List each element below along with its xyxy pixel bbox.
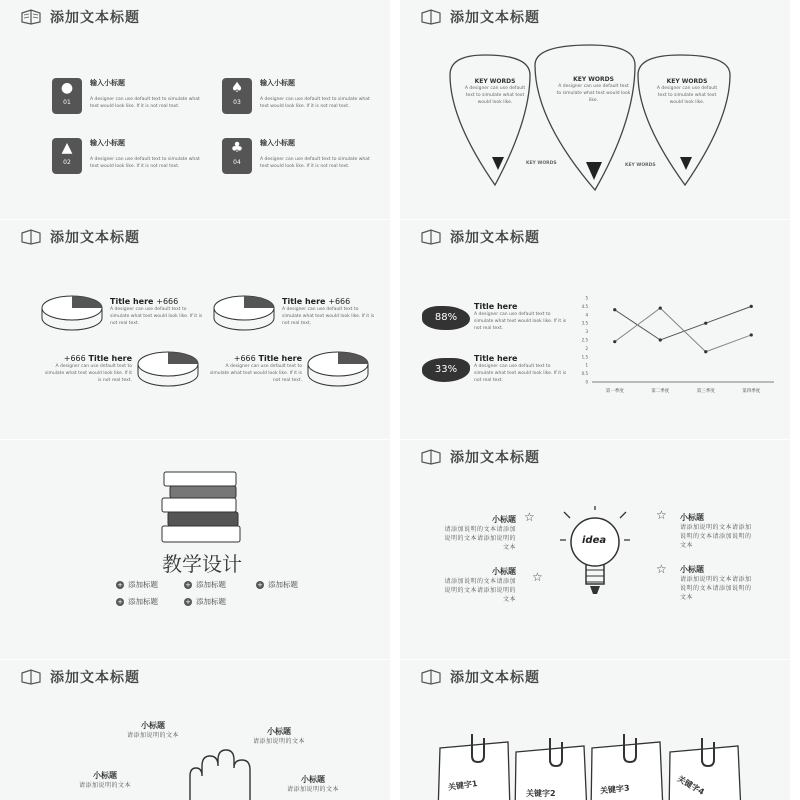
star-icon: ☆ — [532, 570, 543, 584]
bulb-label: idea — [582, 535, 607, 546]
hand-item: 小标题 请添加说明的文本 — [126, 721, 179, 739]
plus-icon: + — [185, 580, 191, 589]
x-tick-label: 第三季度 — [696, 389, 715, 394]
item-text: 输入小标题 A designer can use default text to simulate what text would look like. If it is not real text. — [260, 139, 370, 169]
item-badge: ▲ 02 — [52, 138, 82, 174]
drop-text: KEY WORDS A designer can use default text to simulate what text would look like. — [656, 78, 718, 105]
data-point — [659, 306, 662, 309]
hand-icon — [180, 746, 260, 800]
ink-splash: 88% — [422, 306, 470, 330]
title-item: +666 Title here A designer can use default text to simulate what text would look like. If it is not real text. — [209, 354, 302, 383]
slide-title: 添加文本标题 — [50, 670, 140, 686]
stat-item: Title here A designer can use default text to simulate what text would look like. If it is not real text. — [474, 354, 567, 383]
slide-header — [420, 6, 540, 28]
note-label: 关键字1 — [447, 778, 479, 793]
slide-title: 添加文本标题 — [450, 670, 540, 686]
y-tick-label: 3.5 — [581, 320, 588, 326]
slide-header — [420, 226, 540, 248]
slide-title: 添加文本标题 — [450, 230, 540, 246]
plus-icon: + — [257, 580, 263, 589]
rabbit-icon: ♣ — [230, 140, 244, 156]
bullet-item[interactable]: + 添加标题 — [117, 597, 158, 606]
book-icon — [420, 9, 442, 25]
y-tick-label: 2 — [585, 345, 588, 351]
idea-item: 小标题 请添加说明的文本请添加说明的文本请添加说明的文本 — [680, 565, 752, 601]
drop-text: KEY WORDS A designer can use default text to simulate what text would look like. — [556, 76, 631, 103]
idea-item: 小标题 请添加说明的文本请添加说明的文本请添加说明的文本 — [444, 567, 516, 603]
data-point — [704, 322, 707, 325]
hand-item: 小标题 请添加说明的文本 — [286, 775, 339, 793]
plus-icon: + — [185, 597, 191, 606]
slide-header — [20, 6, 140, 28]
title-item: Title here +666 A designer can use default text to simulate what text would look like. If it is not real text. — [110, 297, 203, 326]
stat-item: Title here A designer can use default text to simulate what text would look like. If it is not real text. — [474, 302, 567, 331]
section-title: 教学设计 — [162, 552, 242, 576]
plus-icon: + — [117, 580, 123, 589]
data-point — [750, 305, 753, 308]
slide-2[interactable]: 添加文本标题 KEY WORDS A designer can use default text to simulate what text would look like. KEY WORDS A designer can use default text to simulate what text would look like. KEY WORDS A designer can use default text to simulate what text would look like. KEY WORDS KEY WORDS — [400, 0, 790, 219]
book-icon — [20, 9, 42, 25]
slide-5[interactable] — [0, 440, 390, 659]
drop-shapes — [440, 40, 740, 200]
y-tick-label: 1.5 — [581, 354, 588, 360]
apple-icon: ● — [60, 80, 74, 96]
slide-3[interactable] — [0, 220, 390, 439]
book-icon — [20, 669, 42, 685]
pie-3d — [40, 292, 104, 332]
data-point — [613, 308, 616, 311]
pie-3d — [136, 348, 200, 388]
lightbulb-icon — [560, 506, 630, 606]
star-icon: ☆ — [656, 562, 667, 576]
idea-item: 小标题 请添加说明的文本请添加说明的文本请添加说明的文本 — [444, 515, 516, 551]
bullet-item[interactable]: + 添加标题 — [185, 580, 226, 589]
slide-8[interactable] — [400, 660, 790, 800]
note-label: 关键字4 — [675, 774, 706, 797]
idea-item: 小标题 请添加说明的文本请添加说明的文本请添加说明的文本 — [680, 513, 752, 549]
slide-title: 添加文本标题 — [50, 230, 140, 246]
slide-header — [20, 226, 140, 248]
item-text: 输入小标题 A designer can use default text to simulate what text would look like. If it is not real text. — [90, 79, 200, 109]
item-text: 输入小标题 A designer can use default text to simulate what text would look like. If it is not real text. — [90, 139, 200, 169]
slide-title: 添加文本标题 — [50, 10, 140, 26]
x-tick-label: 第二季度 — [651, 389, 670, 394]
slide-title: 添加文本标题 — [450, 450, 540, 466]
data-point — [613, 340, 616, 343]
item-badge: ● 01 — [52, 78, 82, 114]
data-point — [659, 338, 662, 341]
title-item: Title here +666 A designer can use default text to simulate what text would look like. If it is not real text. — [282, 297, 375, 326]
pie-3d — [306, 348, 370, 388]
bullet-item[interactable]: + 添加标题 — [257, 580, 298, 589]
data-point — [704, 350, 707, 353]
title-item: +666 Title here A designer can use default text to simulate what text would look like. If it is not real text. — [44, 354, 132, 383]
book-icon — [420, 669, 442, 685]
data-point — [750, 333, 753, 336]
note-label: 关键字2 — [526, 789, 556, 798]
ink-splash: 33% — [422, 358, 470, 382]
slide-header — [420, 666, 540, 688]
book-icon — [420, 229, 442, 245]
x-tick-label: 第四季度 — [742, 389, 761, 394]
slide-1[interactable] — [0, 0, 390, 219]
slide-title: 添加文本标题 — [450, 10, 540, 26]
book-icon — [20, 229, 42, 245]
series-line — [615, 306, 752, 340]
slide-header — [20, 666, 140, 688]
item-badge: ♣ 04 — [222, 138, 252, 174]
y-tick-label: 4 — [585, 312, 588, 318]
y-tick-label: 2.5 — [581, 337, 588, 343]
y-tick-label: 0.5 — [581, 371, 588, 377]
flask-icon: ▲ — [61, 140, 73, 156]
books-stack-icon — [158, 470, 248, 548]
slide-7[interactable] — [0, 660, 390, 800]
y-tick-label: 1 — [585, 362, 588, 368]
item-text: 输入小标题 A designer can use default text to simulate what text would look like. If it is not real text. — [260, 79, 370, 109]
x-tick-label: 第一季度 — [605, 389, 624, 394]
series-line — [615, 308, 752, 352]
item-badge: ♠ 03 — [222, 78, 252, 114]
note-label: 关键字3 — [599, 783, 630, 796]
drop-text: KEY WORDS A designer can use default text to simulate what text would look like. — [464, 78, 526, 105]
hand-item: 小标题 请添加说明的文本 — [252, 727, 305, 745]
bullet-item[interactable]: + 添加标题 — [117, 580, 158, 589]
slide-header — [420, 446, 540, 468]
line-chart — [570, 290, 780, 400]
star-icon: ☆ — [524, 510, 535, 524]
star-icon: ☆ — [656, 508, 667, 522]
bullet-item[interactable]: + 添加标题 — [185, 597, 226, 606]
plus-icon: + — [117, 597, 123, 606]
y-tick-label: 0 — [585, 379, 588, 385]
slide-6[interactable] — [400, 440, 790, 659]
slide-4[interactable] — [400, 220, 790, 439]
y-tick-label: 5 — [585, 295, 588, 301]
mushroom-icon: ♠ — [230, 80, 244, 96]
pie-3d — [212, 292, 276, 332]
hand-item: 小标题 请添加说明的文本 — [78, 771, 131, 789]
book-icon — [420, 449, 442, 465]
y-tick-label: 4.5 — [581, 303, 588, 309]
y-tick-label: 3 — [585, 329, 588, 335]
